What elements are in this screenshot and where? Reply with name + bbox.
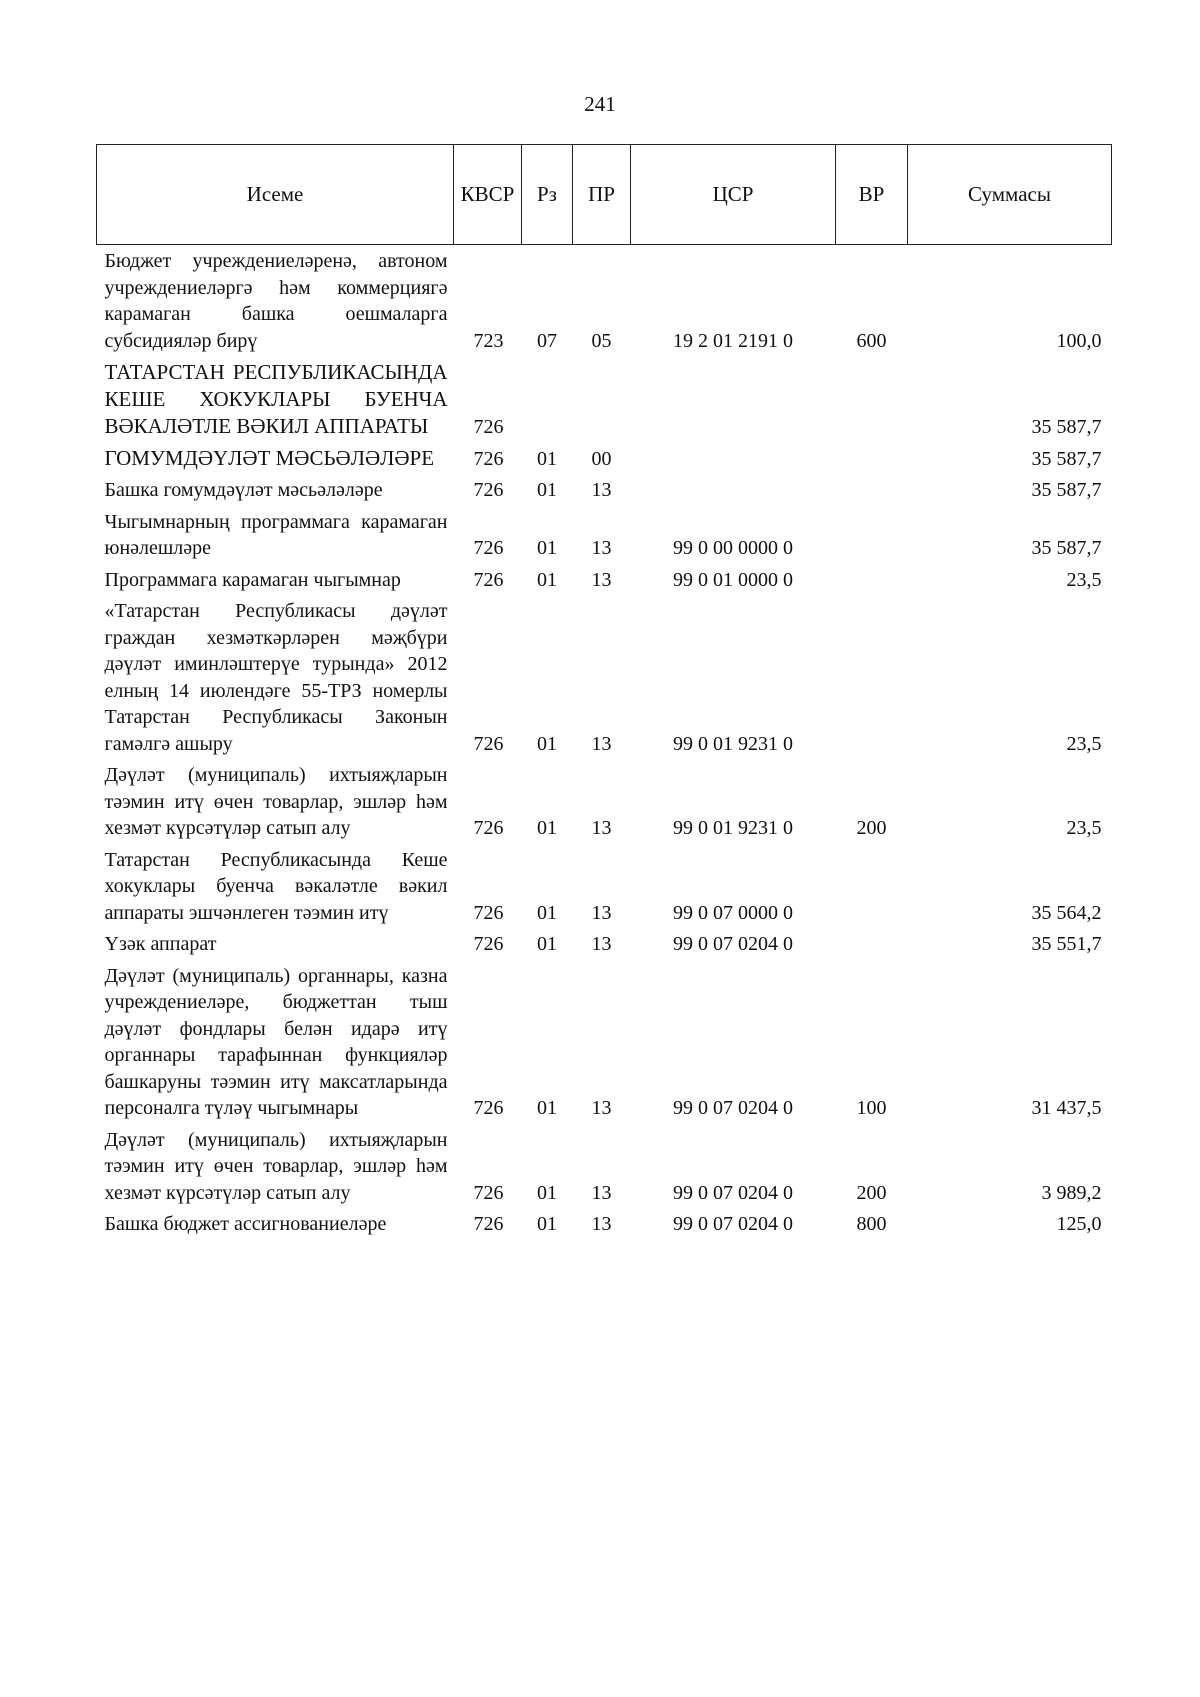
header-kvsr: КВСР xyxy=(454,145,522,245)
row-name: Башка бюджет ассигнованиеләре xyxy=(104,1213,387,1235)
header-name: Исеме xyxy=(97,145,454,245)
table-row xyxy=(97,474,1112,506)
row-csr: 99 0 07 0204 0 xyxy=(673,1213,793,1235)
row-vr: 600 xyxy=(856,329,887,352)
table-header xyxy=(97,145,1112,245)
row-sum: 125,0 xyxy=(1056,1213,1102,1235)
header-rz: Рз xyxy=(522,145,573,245)
row-pr xyxy=(573,356,631,442)
table-row xyxy=(97,759,1112,844)
row-rz: 01 xyxy=(537,568,557,591)
row-sum: 35 564,2 xyxy=(1031,901,1102,924)
row-rz: 07 xyxy=(537,329,557,352)
row-kvsr: 726 xyxy=(473,732,504,755)
table-body xyxy=(97,245,1112,1240)
row-rz: 01 xyxy=(537,732,557,755)
row-sum: 31 437,5 xyxy=(1031,1097,1102,1119)
row-name: Дәүләт (муниципаль) органнары, казна учреждениеләре, бюджеттан тыш дәүләт фондлары белән идарә итү органнары тарафыннан функцияләр башкаруны тәэмин итү максатларында персоналга түләү чыгымнары xyxy=(104,964,448,1119)
table-row xyxy=(97,844,1112,929)
row-sum: 23,5 xyxy=(1066,568,1102,591)
row-kvsr: 726 xyxy=(473,1097,504,1119)
row-name: Татарстан Республикасында Кеше хокуклары буенча вәкаләтле вәкил аппараты эшчәнлеген тәэмин итү xyxy=(104,848,448,924)
header-sum: Суммасы xyxy=(908,145,1112,245)
row-sum: 35 551,7 xyxy=(1031,933,1102,955)
row-vr xyxy=(836,844,908,929)
table-row xyxy=(97,928,1112,960)
row-name: Дәүләт (муниципаль) ихтыяҗларын тәэмин итү өчен товарлар, эшләр һәм хезмәт күрсәтүләр сатып алу xyxy=(104,764,448,839)
row-csr: 99 0 07 0204 0 xyxy=(673,1181,793,1204)
row-vr xyxy=(836,928,908,960)
row-csr xyxy=(631,356,836,442)
row-vr xyxy=(836,506,908,564)
row-csr: 19 2 01 2191 0 xyxy=(673,329,793,352)
row-kvsr: 726 xyxy=(473,817,504,839)
row-pr: 13 xyxy=(591,537,612,559)
row-kvsr: 726 xyxy=(473,415,504,438)
row-sum: 23,5 xyxy=(1066,817,1102,839)
row-kvsr: 726 xyxy=(473,933,504,955)
row-csr: 99 0 01 9231 0 xyxy=(673,732,793,755)
row-vr xyxy=(836,356,908,442)
row-rz: 01 xyxy=(537,933,557,955)
table-row xyxy=(97,1124,1112,1209)
budget-table xyxy=(96,144,1112,1240)
row-pr: 13 xyxy=(591,817,612,839)
row-vr: 200 xyxy=(856,817,887,839)
row-pr: 13 xyxy=(591,1213,612,1235)
row-sum: 35 587,7 xyxy=(1031,479,1102,501)
header-csr: ЦСР xyxy=(631,145,836,245)
row-name: Дәүләт (муниципаль) ихтыяҗларын тәэмин итү өчен товарлар, эшләр һәм хезмәт күрсәтүләр сатып алу xyxy=(104,1128,448,1204)
row-rz: 01 xyxy=(537,1213,557,1235)
table-row xyxy=(97,564,1112,596)
header-vr: ВР xyxy=(836,145,908,245)
row-name: ГОМУМДӘҮЛӘТ МӘСЬӘЛӘЛӘРЕ xyxy=(104,446,435,470)
row-pr: 13 xyxy=(591,732,612,755)
row-csr xyxy=(631,442,836,474)
row-kvsr: 723 xyxy=(473,329,504,352)
row-csr: 99 0 07 0204 0 xyxy=(673,933,793,955)
row-csr: 99 0 07 0204 0 xyxy=(673,1097,793,1119)
row-csr: 99 0 00 0000 0 xyxy=(673,537,793,559)
row-vr xyxy=(836,595,908,759)
row-pr: 13 xyxy=(591,933,612,955)
row-kvsr: 726 xyxy=(473,1213,504,1235)
row-kvsr: 726 xyxy=(473,1181,504,1204)
row-rz: 01 xyxy=(537,1181,557,1204)
row-name: Башка гомумдәүләт мәсьәләләре xyxy=(104,479,383,501)
row-pr: 00 xyxy=(591,447,612,470)
row-name: Программага карамаган чыгымнар xyxy=(104,568,401,591)
row-name: «Татарстан Республикасы дәүләт граждан хезмәткәрләрен мәҗбүри дәүләт иминләштерүе турында» 2012 елның 14 июлендәге 55-ТРЗ номерлы Татарстан Республикасы Законын гамәлгә ашыру xyxy=(104,600,448,755)
row-kvsr: 726 xyxy=(473,568,504,591)
row-pr: 13 xyxy=(591,568,612,591)
row-rz: 01 xyxy=(537,817,557,839)
row-pr: 13 xyxy=(591,479,612,501)
row-rz: 01 xyxy=(537,479,557,501)
row-name: Үзәк аппарат xyxy=(104,933,217,955)
row-pr: 13 xyxy=(591,1097,612,1119)
row-pr: 13 xyxy=(591,1181,612,1204)
row-rz xyxy=(522,356,573,442)
row-sum: 100,0 xyxy=(1056,329,1102,352)
row-vr: 800 xyxy=(856,1213,887,1235)
row-vr: 200 xyxy=(856,1181,887,1204)
table-row xyxy=(97,1208,1112,1240)
row-sum: 35 587,7 xyxy=(1031,537,1102,559)
table-row xyxy=(97,960,1112,1124)
row-csr: 99 0 01 0000 0 xyxy=(673,568,793,591)
table-row xyxy=(97,442,1112,474)
row-csr: 99 0 01 9231 0 xyxy=(673,817,793,839)
row-kvsr: 726 xyxy=(473,479,504,501)
row-rz: 01 xyxy=(537,901,557,924)
row-rz: 01 xyxy=(537,537,557,559)
row-name: ТАТАРСТАН РЕСПУБЛИКАСЫНДА КЕШЕ ХОКУКЛАРЫ БУЕНЧА ВӘКАЛӘТЛЕ ВӘКИЛ АППАРАТЫ xyxy=(104,360,448,438)
page-number: 241 xyxy=(584,92,616,116)
row-vr xyxy=(836,564,908,596)
row-pr: 05 xyxy=(591,329,612,352)
table-row xyxy=(97,245,1112,357)
row-sum: 3 989,2 xyxy=(1041,1181,1102,1204)
row-rz: 01 xyxy=(537,1097,557,1119)
table-row xyxy=(97,595,1112,759)
row-name: Чыгымнарның программага карамаган юнәлешләре xyxy=(104,510,448,559)
row-vr xyxy=(836,474,908,506)
row-pr: 13 xyxy=(591,901,612,924)
row-kvsr: 726 xyxy=(473,447,504,470)
row-csr xyxy=(631,474,836,506)
row-sum: 35 587,7 xyxy=(1031,415,1102,438)
row-sum: 23,5 xyxy=(1066,732,1102,755)
row-sum: 35 587,7 xyxy=(1031,447,1102,470)
row-rz: 01 xyxy=(537,447,557,470)
header-pr: ПР xyxy=(573,145,631,245)
table-row xyxy=(97,506,1112,564)
row-vr xyxy=(836,442,908,474)
row-name: Бюджет учреждениеләренә, автоном учреждениеләргә һәм коммерциягә карамаган башка оешмаларга субсидияләр бирү xyxy=(104,250,448,352)
table-row xyxy=(97,356,1112,442)
row-kvsr: 726 xyxy=(473,901,504,924)
row-csr: 99 0 07 0000 0 xyxy=(673,901,793,924)
row-vr: 100 xyxy=(856,1097,887,1119)
row-kvsr: 726 xyxy=(473,537,504,559)
